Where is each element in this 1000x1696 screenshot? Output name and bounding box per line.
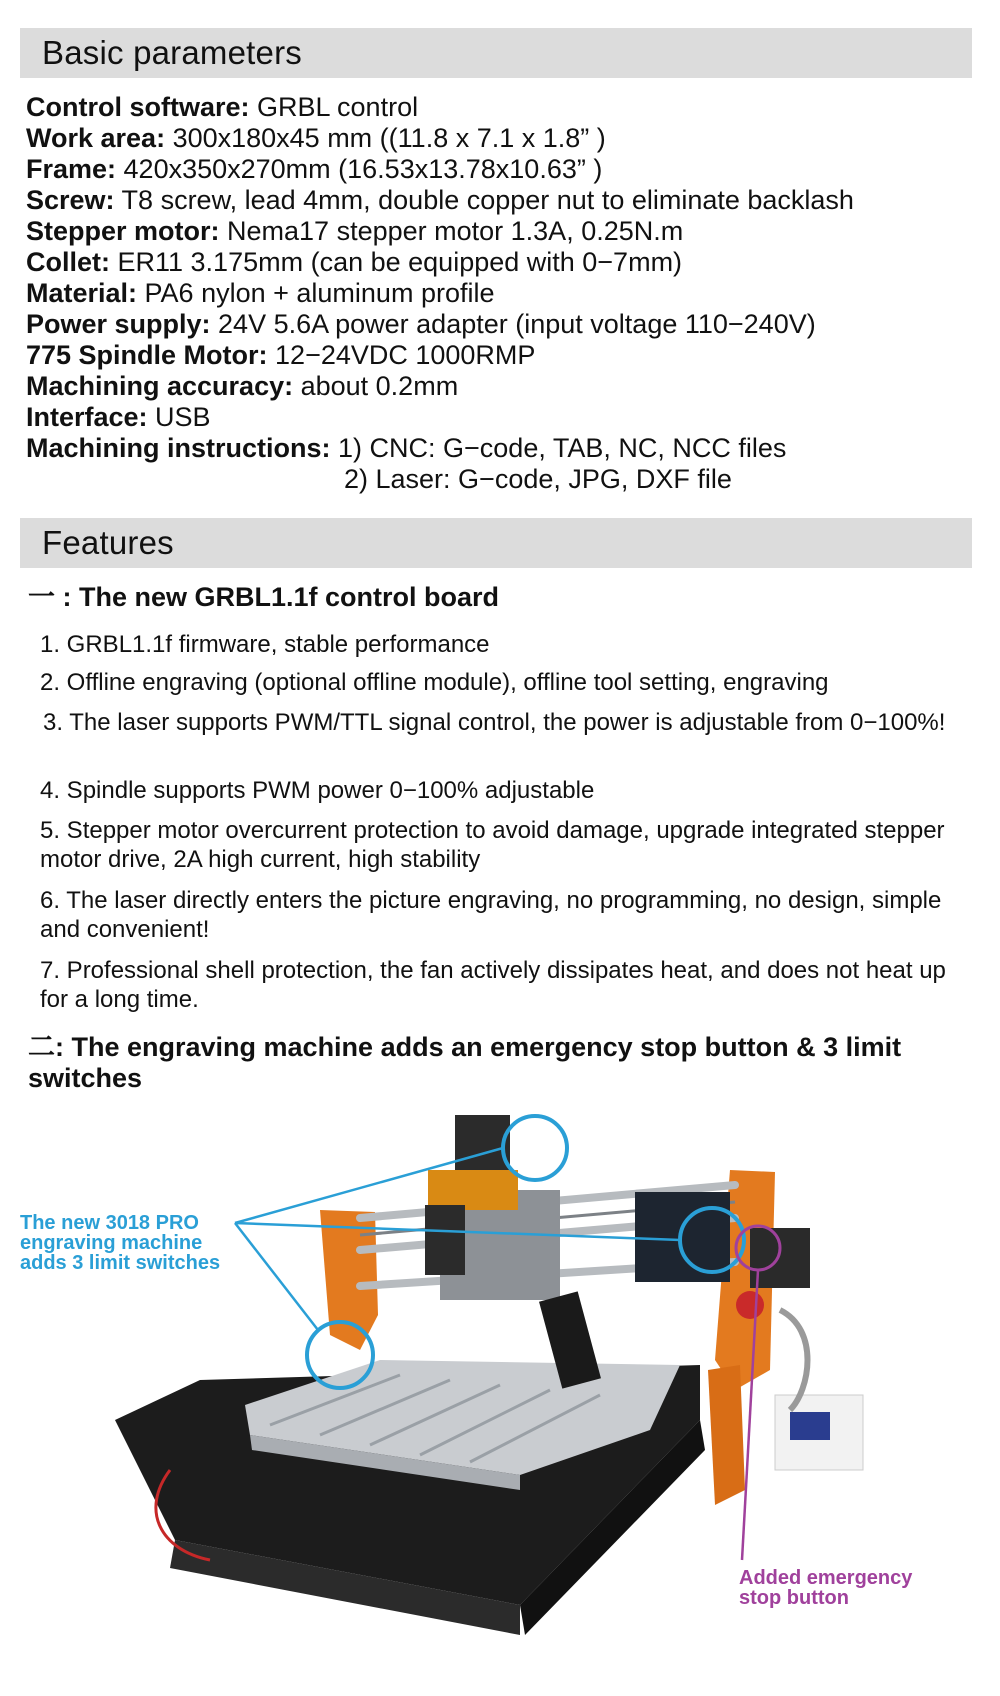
param-value: T8 screw, lead 4mm, double copper nut to eliminate backlash <box>114 185 854 215</box>
callout-line: stop button <box>739 1587 849 1609</box>
param-row <box>26 92 976 123</box>
list-item: 3. The laser supports PWM/TTL signal control, the power is adjustable from 0−100%! <box>43 709 946 736</box>
list-item: 6. The laser directly enters the picture engraving, no programming, no design, simple and convenient! <box>40 887 942 943</box>
param-label: Interface: <box>26 402 148 432</box>
param-value: PA6 nylon + aluminum profile <box>137 278 495 308</box>
param-value: about 0.2mm <box>293 371 459 401</box>
param-label: 775 Spindle Motor: <box>26 340 268 370</box>
param-value: 1) CNC: G−code, TAB, NC, NCC files <box>330 433 787 463</box>
param-row <box>26 216 976 247</box>
param-row <box>26 247 976 278</box>
basic-parameters-header <box>20 28 972 78</box>
param-label: Frame: <box>26 154 117 184</box>
limit-switch-highlight-top <box>503 1116 567 1180</box>
left-frame-plate <box>320 1210 378 1350</box>
emergency-stop-callout <box>739 1568 959 1608</box>
callout-line: engraving machine <box>20 1232 203 1254</box>
param-value: 12−24VDC 1000RMP <box>267 340 536 370</box>
param-label: Screw: <box>26 185 115 215</box>
param-label: Control software: <box>26 92 250 122</box>
param-label: Collet: <box>26 247 110 277</box>
param-row <box>26 154 976 185</box>
param-value: 420x350x270mm (16.53x13.78x10.63” ) <box>116 154 603 184</box>
param-row <box>26 433 976 464</box>
basic-parameters-title: Basic parameters <box>42 34 302 71</box>
features-header <box>20 518 972 568</box>
list-item: 2. Offline engraving (optional offline module), offline tool setting, engraving <box>40 669 829 696</box>
param-row <box>26 309 976 340</box>
limit-switches-callout <box>20 1213 260 1273</box>
callout-line: The new 3018 PRO <box>20 1212 199 1234</box>
controller-screen <box>790 1412 830 1440</box>
callout-line: adds 3 limit switches <box>20 1252 221 1274</box>
control-board <box>635 1192 730 1282</box>
param-label: Machining accuracy: <box>26 371 294 401</box>
right-frame-lower <box>708 1365 745 1505</box>
param-value: ER11 3.175mm (can be equipped with 0−7mm) <box>110 247 683 277</box>
callout-line: Added emergency <box>739 1567 913 1589</box>
list-item: 1. GRBL1.1f firmware, stable performance <box>40 631 490 658</box>
param-row <box>26 371 976 402</box>
stepper-motor <box>750 1228 810 1288</box>
param-row <box>26 402 976 433</box>
param-value: Nema17 stepper motor 1.3A, 0.25N.m <box>219 216 684 246</box>
param-value: 300x180x45 mm ((11.8 x 7.1 x 1.8” ) <box>165 123 606 153</box>
param-label: Stepper motor: <box>26 216 220 246</box>
param-label: Work area: <box>26 123 166 153</box>
subheading-emergency-stop: 二: The engraving machine adds an emergency stop button & 3 limit switches <box>28 1032 902 1093</box>
param-row <box>26 123 976 154</box>
laser-heatsink <box>428 1170 518 1210</box>
param-value: USB <box>147 402 211 432</box>
subheading-control-board: 一 : The new GRBL1.1f control board <box>28 582 500 612</box>
features-title: Features <box>42 524 174 561</box>
param-row <box>26 278 976 309</box>
parameter-list <box>26 92 976 495</box>
param-row <box>26 185 976 216</box>
param-label: Power supply: <box>26 309 211 339</box>
param-value: GRBL control <box>249 92 419 122</box>
param-row <box>26 340 976 371</box>
param-label: Machining instructions: <box>26 433 331 463</box>
param-value: 24V 5.6A power adapter (input voltage 110−240V) <box>210 309 816 339</box>
list-item: 5. Stepper motor overcurrent protection to avoid damage, upgrade integrated stepper motor drive, 2A high current, high stability <box>40 817 945 873</box>
list-item: 7. Professional shell protection, the fan actively dissipates heat, and does not heat up for a long time. <box>40 957 946 1013</box>
param-label: Material: <box>26 278 138 308</box>
emergency-stop-button <box>736 1291 764 1319</box>
laser-head <box>425 1205 465 1275</box>
param-continuation: 2) Laser: G−code, JPG, DXF file <box>344 464 732 494</box>
list-item: 4. Spindle supports PWM power 0−100% adjustable <box>40 777 595 804</box>
